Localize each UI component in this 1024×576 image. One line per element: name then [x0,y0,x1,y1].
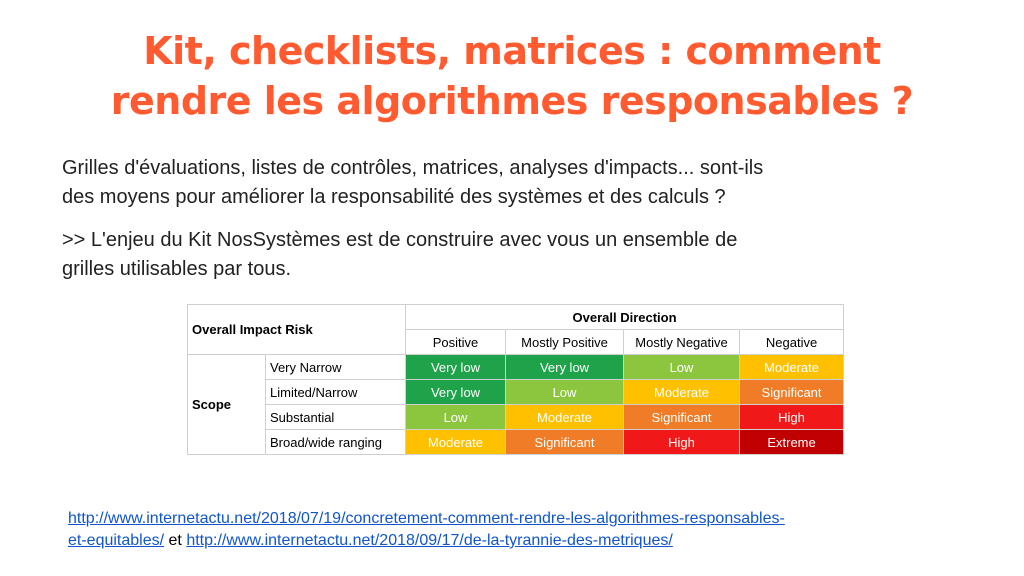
risk-cell: Low [506,380,624,405]
row-label-substantial: Substantial [266,405,406,430]
row-label-broad-wide-ranging: Broad/wide ranging [266,430,406,455]
risk-cell: Significant [624,405,740,430]
kit-line-2: grilles utilisables par tous. [62,258,291,280]
risk-cell: High [624,430,740,455]
risk-cell: Low [406,405,506,430]
intro-line-2: des moyens pour améliorer la responsabilité des systèmes et des calculs ? [62,186,726,208]
column-header-negative: Negative [740,330,844,355]
slide-title [0,26,1024,126]
risk-cell: Moderate [740,355,844,380]
risk-cell: Moderate [624,380,740,405]
row-label-limited-narrow: Limited/Narrow [266,380,406,405]
row-label-very-narrow: Very Narrow [266,355,406,380]
scope-header: Scope [188,355,266,455]
risk-cell: Moderate [406,430,506,455]
overall-direction-header: Overall Direction [406,305,844,330]
risk-cell: Significant [740,380,844,405]
intro-paragraph [62,154,962,212]
risk-cell: Moderate [506,405,624,430]
source-link-2[interactable]: http://www.internetactu.net/2018/09/17/de-la-tyrannie-des-metriques/ [186,532,673,549]
risk-cell: Very low [406,380,506,405]
column-header-mostly-positive: Mostly Positive [506,330,624,355]
risk-cell: Very low [506,355,624,380]
risk-cell: Low [624,355,740,380]
risk-cell: High [740,405,844,430]
overall-impact-risk-header: Overall Impact Risk [188,305,406,355]
risk-cell: Significant [506,430,624,455]
risk-cell: Very low [406,355,506,380]
kit-paragraph [62,226,962,284]
links-joiner: et [168,532,182,549]
slide-title-line-1: Kit, checklists, matrices : comment [143,29,881,73]
source-links [68,508,968,552]
impact-risk-matrix [187,304,844,455]
kit-line-1: >> L'enjeu du Kit NosSystèmes est de construire avec vous un ensemble de [62,229,738,251]
risk-cell: Extreme [740,430,844,455]
source-link-1[interactable]: http://www.internetactu.net/2018/07/19/concretement-comment-rendre-les-algorithmes-responsables- [68,510,785,527]
column-header-mostly-negative: Mostly Negative [624,330,740,355]
slide-title-line-2: rendre les algorithmes responsables ? [110,79,914,123]
source-link-1-continued[interactable]: et-equitables/ [68,532,165,549]
intro-line-1: Grilles d'évaluations, listes de contrôles, matrices, analyses d'impacts... sont-ils [62,157,764,179]
column-header-positive: Positive [406,330,506,355]
